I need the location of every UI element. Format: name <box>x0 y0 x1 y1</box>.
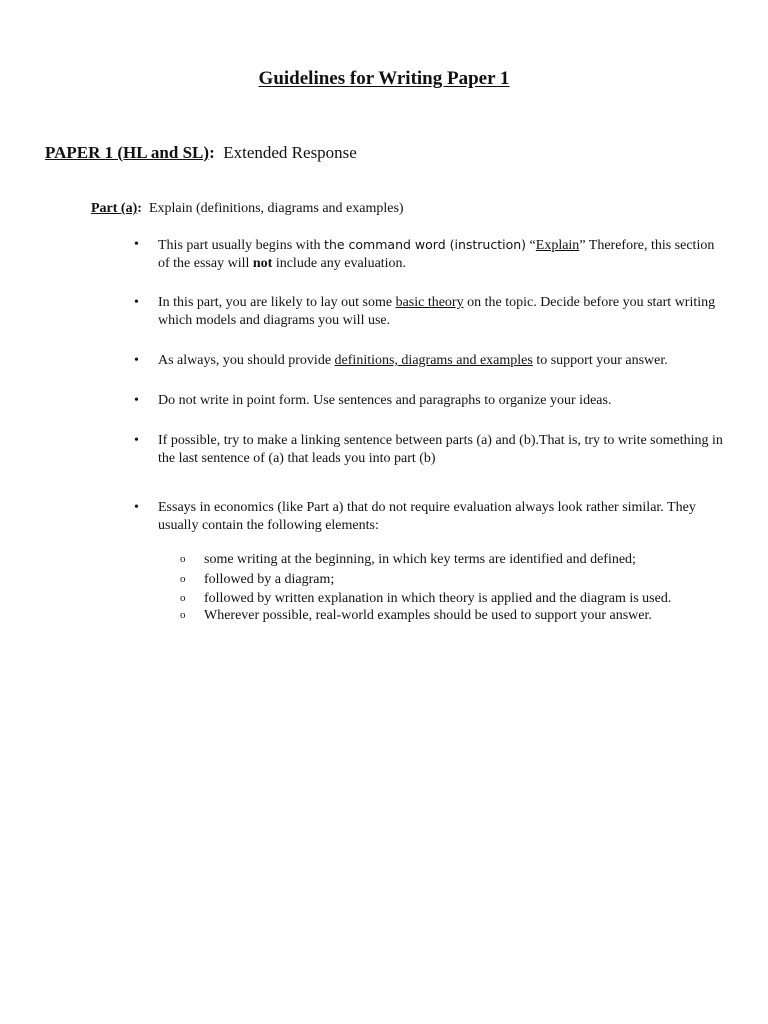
part-label: Part (a) <box>91 201 138 216</box>
bullet-marker: • <box>134 295 139 310</box>
bullet-text-segment: This part usually begins with <box>158 238 325 253</box>
bullet-marker: • <box>134 500 139 515</box>
sub-list-item <box>180 571 740 588</box>
sub-list-text: some writing at the beginning, in which key terms are identified and defined; <box>204 552 636 567</box>
bullet-item <box>134 352 724 370</box>
page-title: Guidelines for Writing Paper 1 <box>258 68 510 89</box>
sub-list-text: Wherever possible, real-world examples should be used to support your answer. <box>204 608 652 623</box>
basic-theory-keyword: basic theory <box>395 295 464 310</box>
bullet-item <box>134 499 724 534</box>
sub-list-item <box>180 551 740 568</box>
part-heading <box>91 201 404 217</box>
bullet-text-segment: ” Therefore, this section of the essay will <box>158 238 715 271</box>
bullet-text-segment: include any evaluation. <box>272 255 407 271</box>
sub-list-item <box>180 590 740 607</box>
bullet-text: Do not write in point form. Use sentences and paragraphs to organize your ideas. <box>158 393 612 408</box>
bullet-marker: • <box>134 393 139 408</box>
bullet-item <box>134 236 724 272</box>
bullet-marker: • <box>134 353 139 368</box>
sub-list-marker: o <box>180 592 186 604</box>
bullet-text-segment: In this part, you are likely to lay out some <box>158 295 396 310</box>
part-text: Explain (definitions, diagrams and examples) <box>148 201 404 216</box>
explain-keyword: Explain <box>535 238 580 253</box>
sub-list-marker: o <box>180 609 186 621</box>
bullet-text <box>158 352 724 370</box>
sub-list-item <box>180 607 740 624</box>
sub-list-text: followed by written explanation in which theory is applied and the diagram is used. <box>204 591 672 606</box>
bullet-item <box>134 294 724 329</box>
sub-list-marker: o <box>180 573 186 585</box>
bullet-text-segment: As always, you should provide <box>158 353 335 368</box>
bullet-text: If possible, try to make a linking sentence between parts (a) and (b).That is, try to write something in the last sentence of (a) that leads you into part (b) <box>158 433 723 466</box>
part-colon: : <box>137 201 142 216</box>
sub-list-text: followed by a diagram; <box>204 572 335 587</box>
bullet-text: Essays in economics (like Part a) that do not require evaluation always look rather similar. They usually contain the following elements: <box>158 500 696 533</box>
section-heading <box>45 143 357 163</box>
bullet-text <box>158 294 724 329</box>
command-word-text: the command word (instruction) <box>324 237 527 252</box>
definitions-keyword: definitions, diagrams and examples <box>334 353 533 368</box>
bullet-text-segment: “ <box>526 238 536 253</box>
bullet-text <box>158 236 724 272</box>
sub-list-marker: o <box>180 553 186 565</box>
not-emphasis: not <box>252 255 273 271</box>
bullet-marker: • <box>134 237 139 252</box>
bullet-item <box>134 432 724 467</box>
bullet-item <box>134 392 724 410</box>
bullet-marker: • <box>134 433 139 448</box>
bullet-text-segment: to support your answer. <box>532 353 668 368</box>
section-text: Extended Response <box>223 143 357 162</box>
section-label: PAPER 1 (HL and SL) <box>45 143 210 162</box>
bullet-text-segment: on the topic. Decide before you start writing which models and diagrams you will use. <box>158 295 716 328</box>
section-colon: : <box>209 143 215 162</box>
